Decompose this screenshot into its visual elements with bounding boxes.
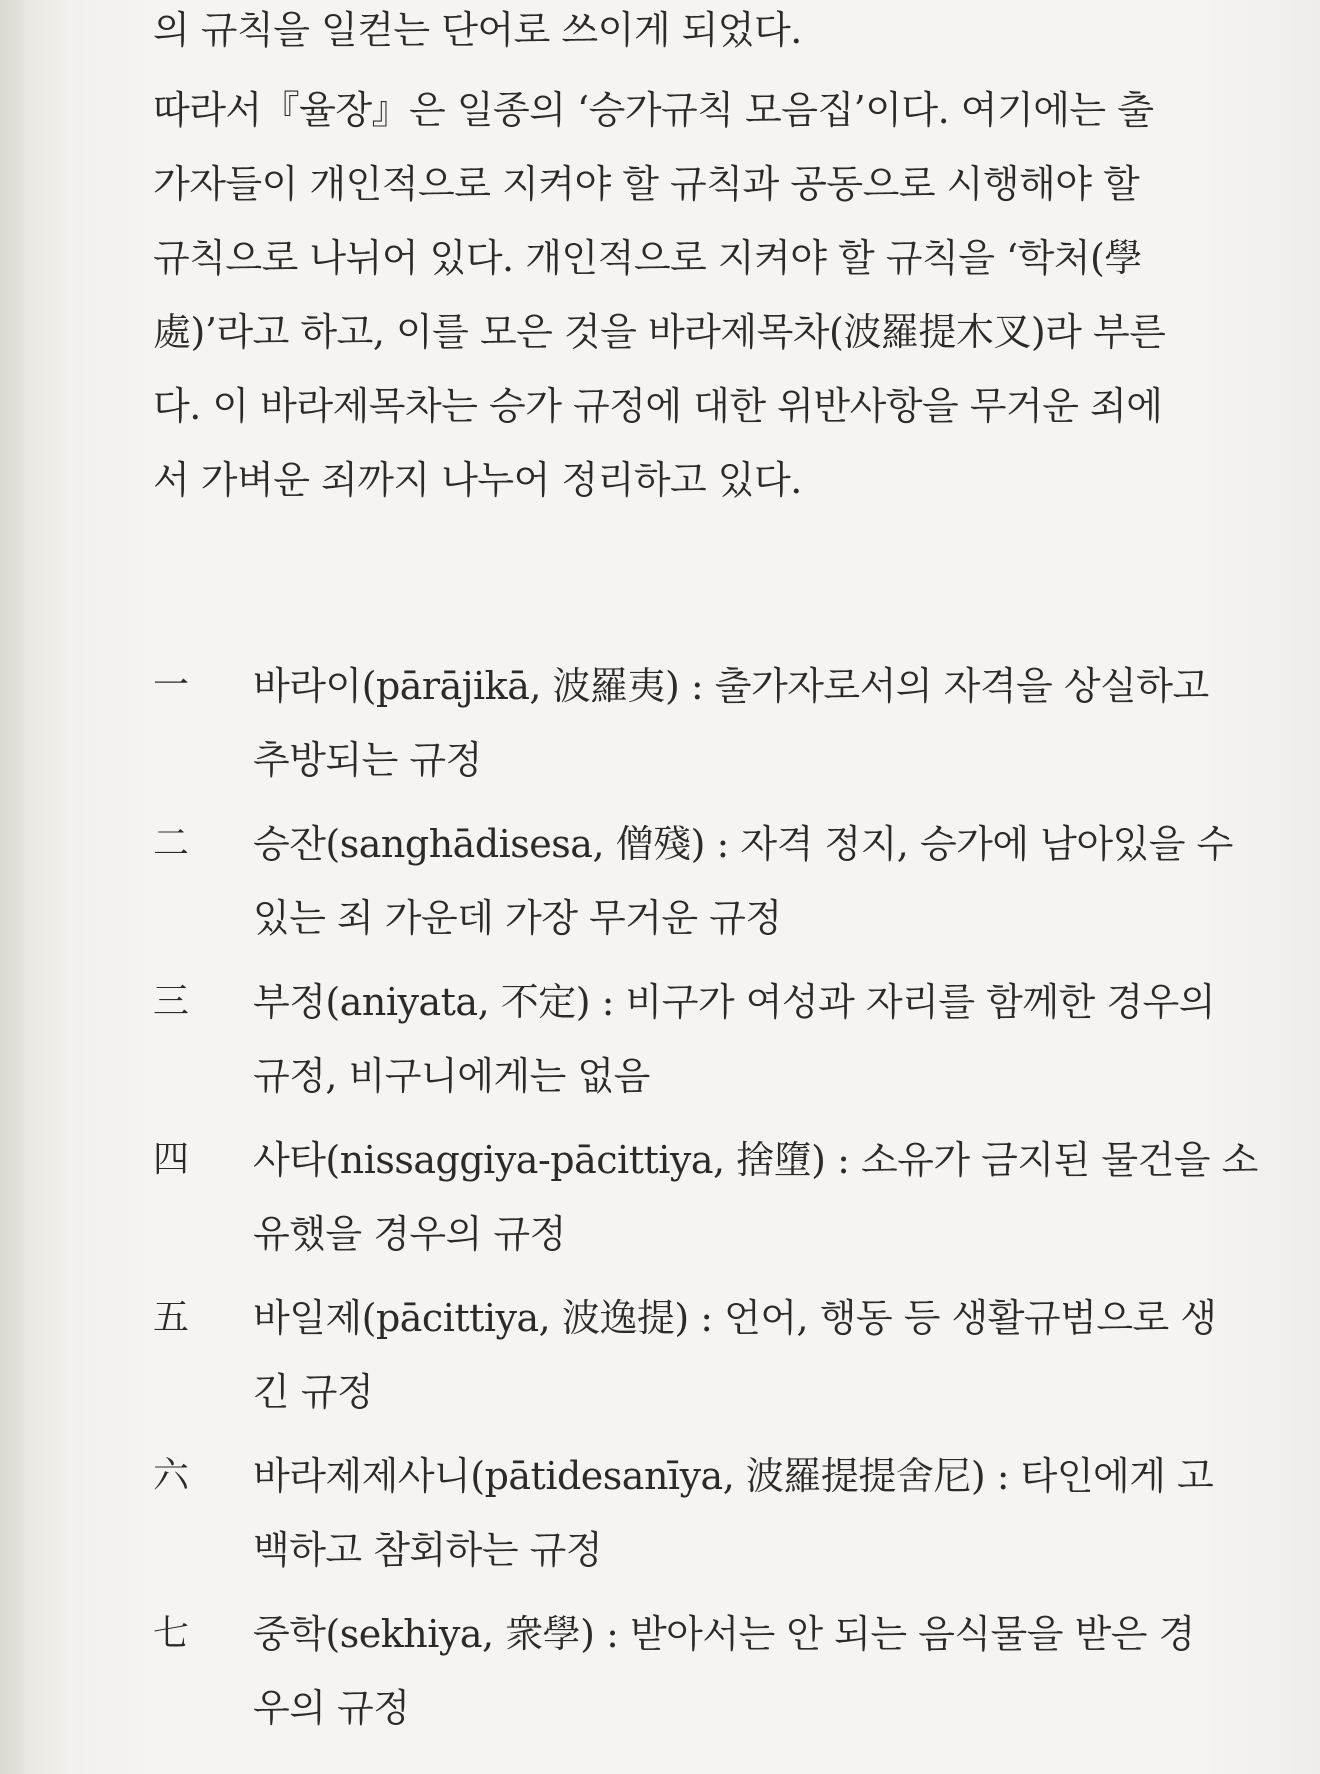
rule-text-line: 긴 규정: [253, 1370, 374, 1414]
rule-number: 三: [153, 981, 189, 1022]
rule-text-line: 바라제제사니(pātidesanīya, 波羅提提舍尼) : 타인에게 고: [253, 1454, 1214, 1498]
paragraph-line: 處)’라고 하고, 이를 모은 것을 바라제목차(波羅提木叉)라 부른: [153, 310, 1166, 354]
rule-text-line: 백하고 참회하는 규정: [253, 1528, 603, 1572]
rule-text-line: 추방되는 규정: [253, 738, 482, 782]
paragraph-line: 다. 이 바라제목차는 승가 규정에 대한 위반사항을 무거운 죄에: [153, 384, 1163, 428]
rule-number: 七: [153, 1613, 189, 1654]
rule-text-line: 부정(aniyata, 不定) : 비구가 여성과 자리를 함께한 경우의: [253, 980, 1215, 1024]
rule-text-line: 우의 규정: [253, 1686, 410, 1730]
rule-text-line: 승잔(sanghādisesa, 僧殘) : 자격 정지, 승가에 남아있을 수: [253, 822, 1233, 866]
page-spine-shadow: [0, 0, 30, 1774]
rule-text-line: 유했을 경우의 규정: [253, 1212, 566, 1256]
rule-text-line: 바일제(pācittiya, 波逸提) : 언어, 행동 등 생활규범으로 생: [253, 1296, 1217, 1340]
rule-text-line: 규정, 비구니에게는 없음: [253, 1054, 650, 1098]
rule-text-line: 사타(nissaggiya-pācittiya, 捨墮) : 소유가 금지된 물건을 소: [253, 1138, 1258, 1182]
paragraph-line: 의 규칙을 일컫는 단어로 쓰이게 되었다.: [153, 8, 802, 52]
rule-number: 四: [153, 1139, 189, 1180]
rule-number: 五: [153, 1297, 189, 1338]
rule-text-line: 중학(sekhiya, 衆學) : 받아서는 안 되는 음식물을 받은 경: [253, 1612, 1195, 1656]
paragraph-line: 가자들이 개인적으로 지켜야 할 규칙과 공동으로 시행해야 할: [153, 162, 1140, 206]
rule-text-line: 바라이(pārājikā, 波羅夷) : 출가자로서의 자격을 상실하고: [253, 664, 1209, 708]
paragraph-line: 규칙으로 나뉘어 있다. 개인적으로 지켜야 할 규칙을 ‘학처(學: [153, 236, 1142, 280]
rule-number: 六: [153, 1455, 189, 1496]
rule-text-line: 있는 죄 가운데 가장 무거운 규정: [253, 896, 782, 940]
rule-number: 二: [153, 823, 189, 864]
rule-number: 一: [153, 665, 189, 706]
paragraph-line: 따라서『율장』은 일종의 ‘승가규칙 모음집’이다. 여기에는 출: [153, 88, 1154, 132]
paragraph-line: 서 가벼운 죄까지 나누어 정리하고 있다.: [153, 458, 802, 502]
